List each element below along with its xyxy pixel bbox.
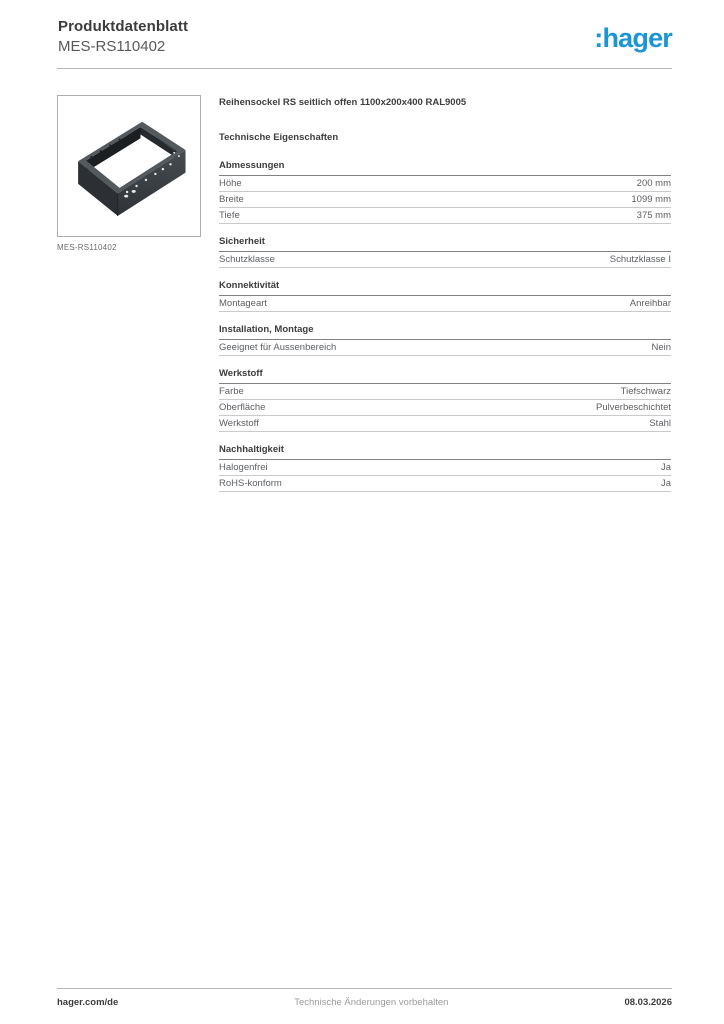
product-title: Reihensockel RS seitlich offen 1100x200x400 RAL9005 [219,97,467,108]
section-abmessungen [219,160,671,224]
spec-value: 375 mm [636,210,671,221]
spec-row [219,340,671,356]
section-konnektivitaet [219,280,671,312]
spec-row [219,208,671,224]
tech-properties-title: Technische Eigenschaften [219,132,339,143]
spec-row [219,416,671,432]
spec-label: Geeignet für Aussenbereich [219,342,337,353]
spec-row [219,192,671,208]
spec-value: Tiefschwarz [620,386,671,397]
spec-label: Höhe [219,178,242,189]
product-frame-illustration [63,101,195,231]
product-image-column [57,95,201,492]
header-product-code: MES-RS110402 [58,38,166,55]
spec-label: Montageart [219,298,268,309]
spec-row [219,252,671,268]
spec-label: Oberfläche [219,402,266,413]
spec-value: Ja [660,462,671,473]
spec-label: Breite [219,194,244,205]
spec-label: RoHS-konform [219,478,282,489]
spec-value: 1099 mm [631,194,671,205]
product-image-caption: MES-RS110402 [57,243,117,252]
spec-label: Tiefe [219,210,240,221]
spec-value: Pulverbeschichtet [596,402,671,413]
footer-divider [57,988,672,989]
spec-row [219,176,671,192]
section-nachhaltigkeit [219,444,671,492]
footer [57,997,672,1008]
spec-row [219,400,671,416]
section-werkstoff [219,368,671,432]
section-installation-montage [219,324,671,356]
spec-row [219,476,671,492]
hager-logo: :hager [594,23,672,53]
product-image [57,95,201,237]
spec-value: Stahl [649,418,671,429]
header-divider [57,68,672,69]
section-heading: Nachhaltigkeit [219,444,671,460]
spec-row [219,460,671,476]
section-sicherheit [219,236,671,268]
header [58,18,672,55]
spec-value: Ja [660,478,671,489]
doc-type-title: Produktdatenblatt [58,18,189,35]
section-heading: Werkstoff [219,368,671,384]
spec-row [219,384,671,400]
footer-disclaimer: Technische Änderungen vorbehalten [294,997,449,1008]
spec-label: Werkstoff [219,418,259,429]
spec-value: Schutzklasse I [609,254,671,265]
spec-label: Farbe [219,386,244,397]
footer-date: 08.03.2026 [624,997,672,1008]
spec-column [219,95,671,492]
section-heading: Abmessungen [219,160,671,176]
footer-website: hager.com/de [57,997,119,1008]
main-content [57,95,671,492]
spec-row [219,296,671,312]
spec-value: Nein [651,342,671,353]
spec-label: Halogenfrei [219,462,268,473]
spec-label: Schutzklasse [219,254,275,265]
spec-value: Anreihbar [629,298,671,309]
section-heading: Konnektivität [219,280,671,296]
section-heading: Sicherheit [219,236,671,252]
spec-value: 200 mm [636,178,671,189]
section-heading: Installation, Montage [219,324,671,340]
